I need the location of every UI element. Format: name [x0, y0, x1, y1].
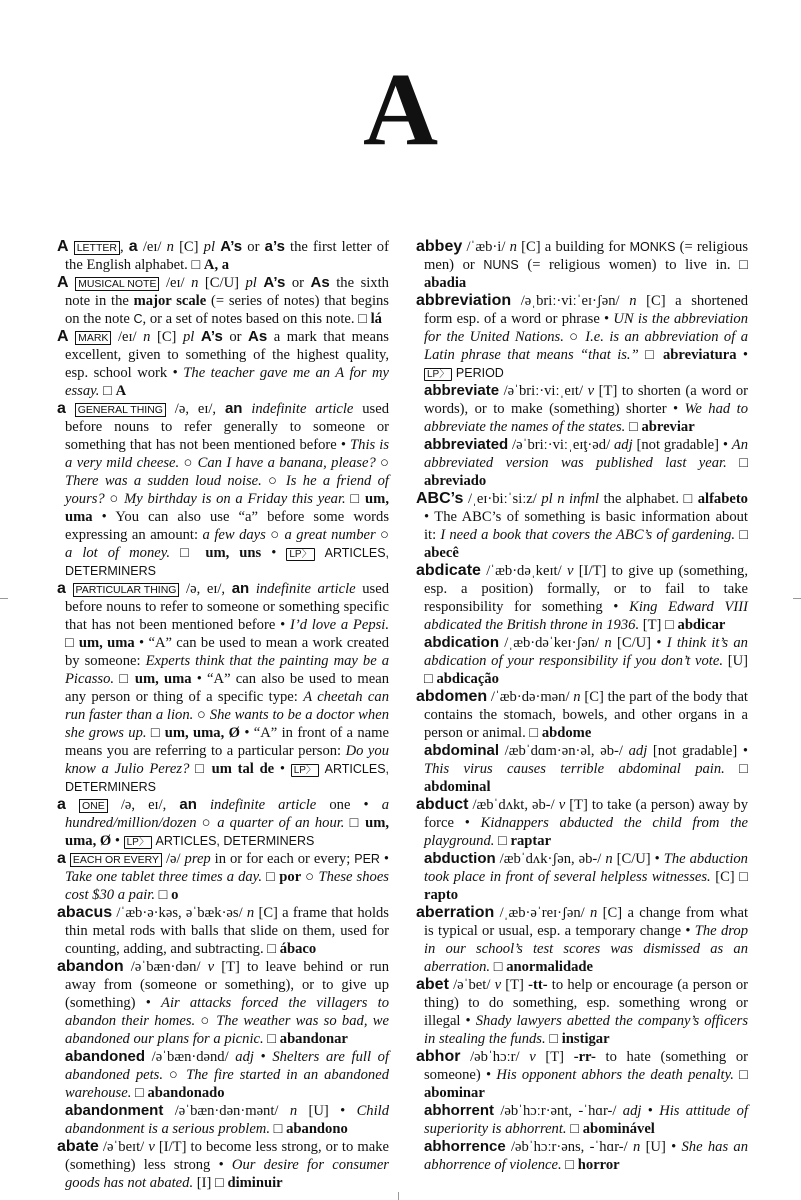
sub-entry: abbreviated /əˈbriː·viːˌeɪţ·əd/ adj [not gradable] • An abbreviated version was published last year. □ abreviado — [424, 436, 749, 489]
crop-mark-bottom — [398, 1192, 399, 1200]
crop-mark-right — [793, 598, 801, 599]
dictionary-entry: a EACH OR EVERY /ə/ prep in or for each or every; PER • Take one tablet three times a day. □ por ○ These shoes cost $30 a pair. □ o — [57, 850, 389, 903]
dictionary-entry: a ONE /ə, eɪ/, an indefinite article one • a hundred/million/dozen ○ a quarter of an hour. □ um, uma, Ø • LP〉 ARTICLES, DETERMINERS — [57, 796, 389, 849]
dictionary-entry: a PARTICULAR THING /ə, eɪ/, an indefinite article used before nouns to refer to someone or something specific that has not been mentioned before • I’d love a Pepsi. □ um, uma • “A” can be used to mean a work created by someone: Experts think that the painting may be a Picasso. □ um, uma • “A” can also be used to mean any person or thing of a specific type: A cheetah can run faster than a lion. ○ She wants to be a doctor when she grows up. □ um, uma, Ø • “A” in front of a name means you are referring to a particular person: Do you know a Julio Perez? □ um tal de • LP〉 ARTICLES, DETERMINERS — [57, 580, 390, 794]
crop-mark-left — [0, 598, 8, 599]
dictionary-entry: abduct /æbˈdʌkt, əb-/ v [T] to take (a person) away by force • Kidnappers abducted the child from the playground. □ raptar — [416, 796, 748, 849]
sub-entry: abandoned /əˈbæn·dənd/ adj • Shelters are full of abandoned pets. ○ The fire started in an abandoned warehouse. □ abandonado — [65, 1048, 389, 1101]
dictionary-entry: A MARK /eɪ/ n [C] pl A’s or As a mark that means excellent, given to something of the highest quality, esp. school work • The teacher gave me an A for my essay. □ A — [57, 328, 389, 399]
dictionary-entry: abdomen /ˈæb·də·mən/ n [C] the part of the body that contains the stomach, bowels, and other organs in a person or animal. □ abdome — [416, 688, 748, 741]
dictionary-entry: abbey /ˈæb·i/ n [C] a building for MONKS (= religious men) or NUNS (= religious women) to live in. □ abadia — [416, 238, 748, 291]
dictionary-entry: abet /əˈbet/ v [T] -tt- to help or encourage (a person or thing) to do something, esp. something wrong or illegal • Shady lawyers abetted the company’s officers in stealing the funds. □ instigar — [416, 976, 748, 1047]
sub-entry: abdication /ˌæb·dəˈkeɪ·ʃən/ n [C/U] • I think it’s an abdication of your responsibility if you don’t vote. [U] □ abdicação — [424, 634, 748, 687]
sub-entry: abbreviate /əˈbriː·viːˌeɪt/ v [T] to shorten (a word or words), or to make (something) shorter • We had to abbreviate the names of the states. □ abreviar — [424, 382, 748, 435]
left-column — [57, 238, 389, 1192]
dictionary-entry: abdicate /ˈæb·dəˌkeɪt/ v [I/T] to give up (something, esp. a position) formally, or to fail to take responsibility for something • King Edward VIII abdicated the British throne in 1936. [T] □ abdicar — [416, 562, 748, 633]
dictionary-entry: aberration /ˌæb·əˈreɪ·ʃən/ n [C] a change from what is typical or usual, esp. a temporary change • The drop in our school’s test scores was dismissed as an aberration. □ anormalidade — [416, 904, 748, 975]
sub-entry: abandonment /əˈbæn·dən·mənt/ n [U] • Child abandonment is a serious problem. □ abandono — [65, 1102, 389, 1137]
sub-entry: abdominal /æbˈdɑm·ən·əl, əb-/ adj [not gradable] • This virus causes terrible abdominal pain. □ abdominal — [424, 742, 748, 795]
dictionary-entry: abhor /əbˈhɔːr/ v [T] -rr- to hate (something or someone) • His opponent abhors the death penalty. □ abominar — [416, 1048, 749, 1101]
dictionary-entry: a GENERAL THING /ə, eɪ/, an indefinite article used before nouns to refer generally to someone or something that has not been mentioned before • This is a very mild cheese. ○ Can I have a banana, please? ○ There was a sudden loud noise. ○ Is he a friend of yours? ○ My birthday is on a Friday this year. □ um, uma • You can also use “a” before some words expressing an amount: a few days ○ a great number ○ a lot of money. □ um, uns • LP〉 ARTICLES, DETERMINERS — [57, 400, 390, 578]
sub-entry: abhorrence /əbˈhɔːr·əns, -ˈhɑr-/ n [U] • She has an abhorrence of violence. □ horror — [424, 1138, 748, 1173]
right-column — [416, 238, 748, 1174]
dictionary-entry: A MUSICAL NOTE /eɪ/ n [C/U] pl A’s or As the sixth note in the major scale (= series of notes) that begins on the note C, or a set of notes based on this note. □ lá — [57, 274, 389, 327]
sub-entry: abduction /æbˈdʌk·ʃən, əb-/ n [C/U] • The abduction took place in front of several helpless witnesses. [C] □ rapto — [424, 850, 748, 903]
dictionary-entry: abbreviation /əˌbriː·viːˈeɪ·ʃən/ n [C] a shortened form esp. of a word or phrase • UN is the abbreviation for the United Nations. ○ I.e. is an abbreviation of a Latin phrase that means “that is.” □ abreviatura • LP〉 PERIOD — [416, 292, 748, 380]
dictionary-entry: abacus /ˈæb·ə·kəs, əˈbæk·əs/ n [C] a frame that holds thin metal rods with balls that slide on them, used for counting, adding, and subtracting. □ ábaco — [57, 904, 389, 957]
dictionary-entry: A LETTER , a /eɪ/ n [C] pl A’s or a’s the first letter of the English alphabet. □ A, a — [57, 238, 389, 273]
sub-entry: abhorrent /əbˈhɔːr·ənt, -ˈhɑr-/ adj • His attitude of superiority is abhorrent. □ abominável — [424, 1102, 749, 1137]
dictionary-entry: abate /əˈbeɪt/ v [I/T] to become less strong, or to make (something) less strong • Our desire for consumer goods has not abated. [I] □ diminuir — [57, 1138, 389, 1191]
dictionary-entry: abandon /əˈbæn·dən/ v [T] to leave behind or run away from (someone or something), or to give up (something) • Air attacks forced the villagers to abandon their homes. ○ The weather was so bad, we abandoned our plans for a picnic. □ abandonar — [57, 958, 389, 1047]
page-letter-heading: A — [362, 52, 439, 167]
dictionary-entry: ABC’s /ˌeɪ·biːˈsiːz/ pl n infml the alphabet. □ alfabeto • The ABC’s of something is basic information about it: I need a book that covers the ABC’s of gardening. □ abecê — [416, 490, 749, 561]
